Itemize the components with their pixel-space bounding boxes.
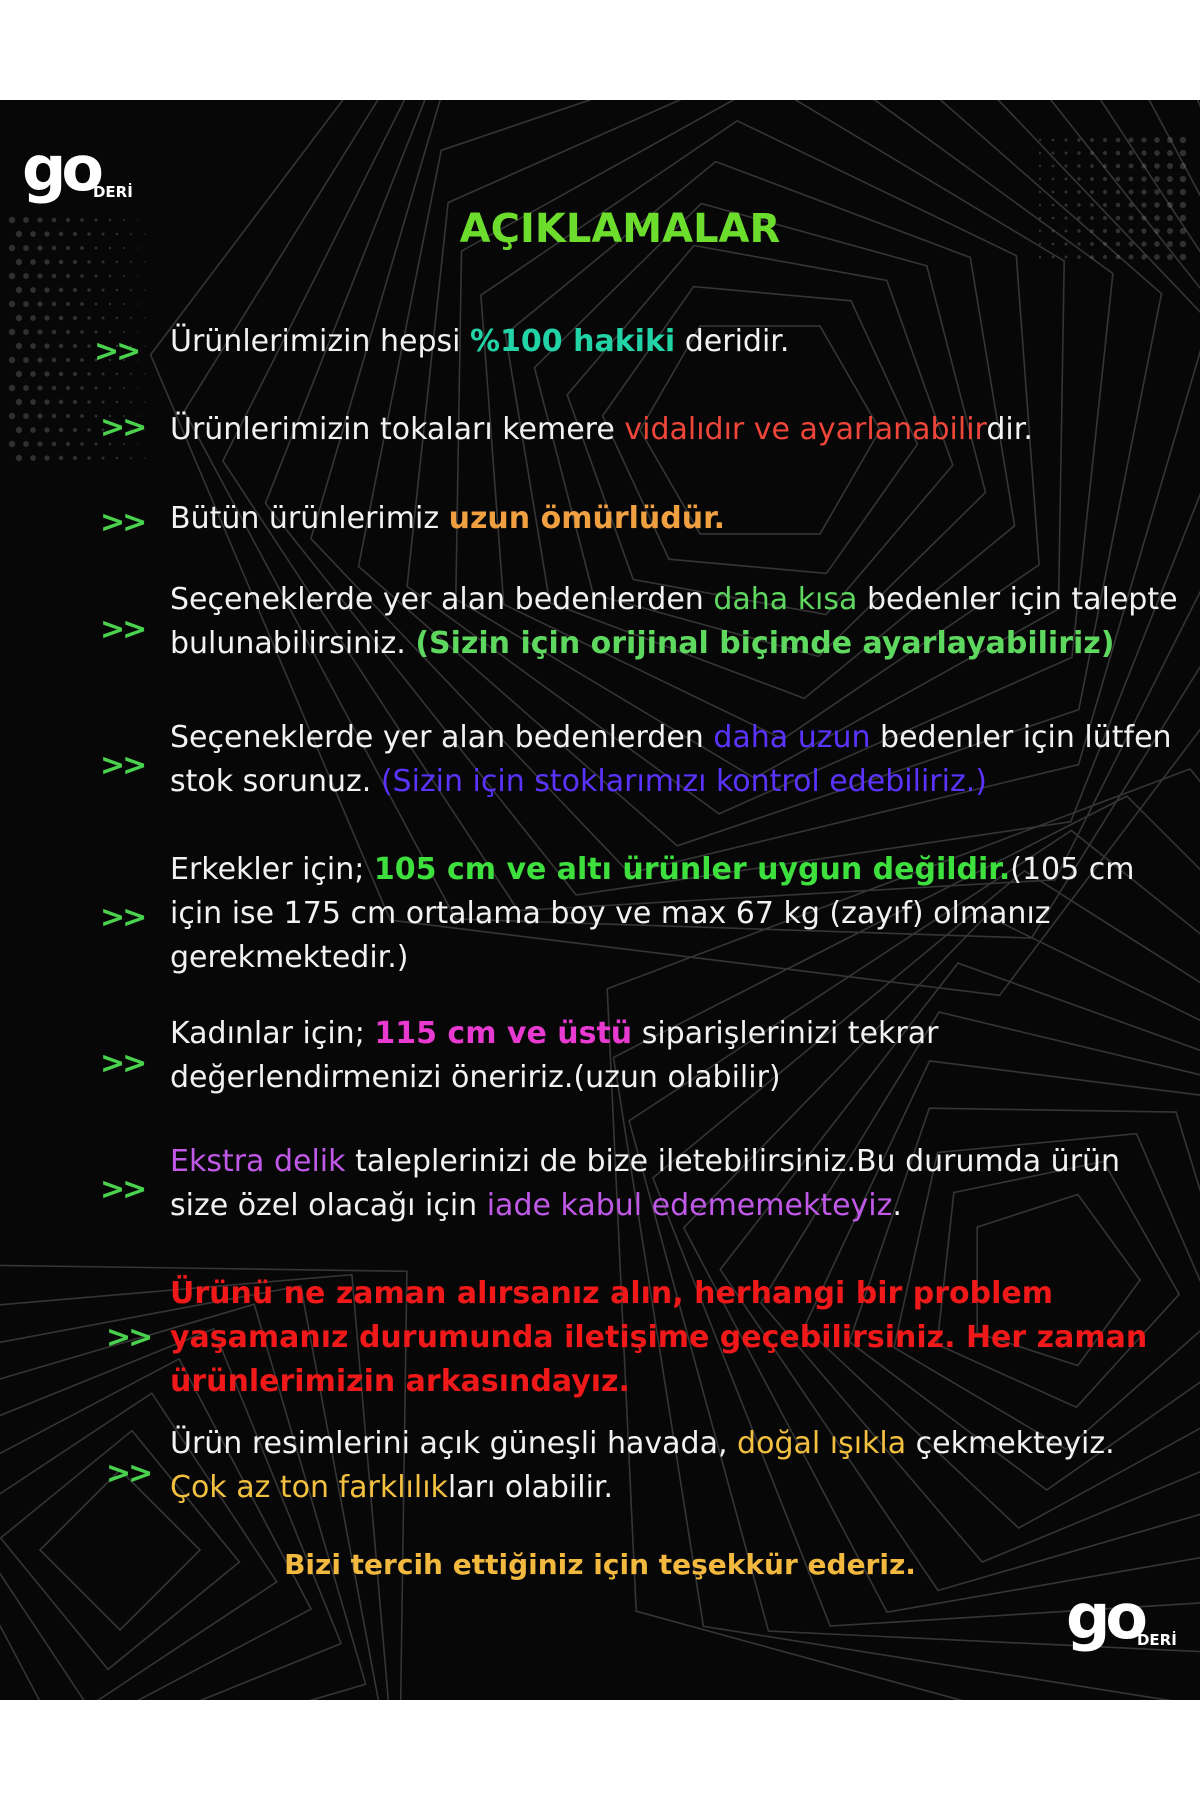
bg-dot [37, 329, 42, 334]
bg-dot [1141, 189, 1146, 194]
bg-dot [52, 442, 57, 447]
bg-dot [66, 358, 70, 362]
double-chevron-icon: >> [100, 1172, 145, 1207]
page-title: AÇIKLAMALAR [459, 206, 781, 252]
bg-dot [130, 401, 132, 403]
bg-dot [1077, 190, 1080, 193]
bg-dot [73, 372, 77, 376]
bg-dot [144, 317, 145, 318]
double-chevron-icon: >> [100, 1046, 145, 1081]
bg-dot [37, 441, 42, 446]
bg-dot [101, 400, 104, 403]
text-segment: Ürünlerimizin tokaları kemere [170, 412, 625, 447]
item-text [170, 1272, 1180, 1404]
bg-dot [1064, 151, 1067, 154]
bg-dot [66, 330, 70, 334]
bg-dot [144, 345, 145, 346]
item-text [170, 716, 1180, 804]
bg-dot [1154, 150, 1160, 156]
bg-dot [1180, 176, 1186, 182]
bg-dot [1154, 137, 1160, 143]
bg-dot [44, 455, 49, 460]
text-segment: Ekstra delik [170, 1144, 346, 1179]
bg-dot [9, 273, 15, 279]
bg-dot [30, 315, 36, 321]
bg-dot [1141, 176, 1146, 181]
bg-dot [1064, 164, 1067, 167]
text-segment: Seçeneklerde yer alan bedenlerden [170, 582, 714, 617]
bg-dot [137, 387, 138, 388]
bg-dot [73, 400, 77, 404]
text-segment: çekmekteyiz. [906, 1426, 1115, 1461]
bg-dot [30, 343, 36, 349]
bg-dot [1052, 256, 1055, 259]
bg-dot [94, 302, 97, 305]
bg-dot [1090, 138, 1094, 142]
text-segment: daha uzun [713, 720, 871, 755]
bg-dot [23, 441, 29, 447]
bg-dot [1103, 177, 1107, 181]
text-segment: 105 cm ve altı ürünler uygun değildir. [373, 852, 1011, 887]
bg-dot [1064, 177, 1067, 180]
bg-dot [1154, 176, 1160, 182]
bg-dot [1141, 163, 1146, 168]
bg-dot [1052, 139, 1055, 142]
bg-dot [30, 259, 36, 265]
bg-dot [123, 303, 125, 305]
bg-dot [1039, 165, 1041, 167]
text-segment: Ürünü ne zaman alırsanız alın, herhangi bir problem yaşamanız durumunda iletişime geçebilirsiniz. Her zaman ürünlerimizin arkasındayız. [170, 1276, 1148, 1399]
thank-you-message: Bizi tercih ettiğiniz için teşekkür ederiz. [284, 1548, 916, 1581]
bg-dot [44, 287, 49, 292]
bg-dot [144, 401, 145, 402]
brand-logo-bottom [1066, 1580, 1177, 1653]
bg-dot [87, 288, 91, 292]
text-segment: vidalıdır ve ayarlanabilir [624, 412, 987, 447]
logo-text: go [22, 132, 99, 205]
bg-dot [101, 456, 104, 459]
text-segment: (Sizin için orijinal biçimde ayarlayabiliriz) [415, 626, 1115, 661]
bg-dot [116, 317, 118, 319]
bg-dot [130, 373, 132, 375]
bg-dot [116, 261, 118, 263]
text-segment: uzun ömürlüdür. [448, 501, 725, 536]
bg-dot [1129, 177, 1134, 182]
bg-dot [73, 428, 77, 432]
bg-dot [87, 344, 91, 348]
bg-dot [73, 260, 77, 264]
logo-text: go [1066, 1580, 1143, 1653]
bg-dot [94, 386, 97, 389]
logo-sub: DERİ [1136, 1631, 1177, 1649]
text-segment: %100 hakiki [470, 324, 676, 359]
bg-dot [1129, 255, 1134, 260]
bg-dot [1141, 254, 1146, 259]
bg-dot [101, 260, 104, 263]
bg-dot [1103, 138, 1107, 142]
bg-dot [9, 441, 15, 447]
bg-dot [66, 302, 70, 306]
bg-dot [1077, 151, 1080, 154]
bg-dot [30, 399, 36, 405]
bg-dot [144, 373, 145, 374]
bg-dot [137, 275, 138, 276]
bg-dot [80, 274, 84, 278]
bg-dot [144, 289, 145, 290]
bg-dot [73, 316, 77, 320]
text-segment: . [892, 1188, 902, 1223]
bg-dot [52, 358, 57, 363]
bg-dot [16, 287, 22, 293]
text-segment: Ürün resimlerini açık güneşli havada, [170, 1426, 738, 1461]
bg-dot [87, 372, 91, 376]
item-text [170, 578, 1180, 666]
bg-dot [1116, 164, 1121, 169]
bg-dot [1090, 164, 1094, 168]
bg-dot [1116, 151, 1121, 156]
bg-dot [1116, 177, 1121, 182]
bg-dot [144, 429, 145, 430]
bg-dot [16, 399, 22, 405]
text-segment: bedenler için talepte bulunabilirsiniz. [170, 582, 1178, 661]
bg-dot [59, 344, 64, 349]
bg-dot [30, 287, 36, 293]
bg-dot [1116, 190, 1121, 195]
bg-dot [23, 357, 29, 363]
bg-dot [1167, 254, 1173, 260]
bg-dot [1167, 189, 1173, 195]
bg-dot [1154, 254, 1160, 260]
bg-dot [9, 301, 15, 307]
bg-dot [94, 414, 97, 417]
text-segment: (Sizin için stoklarımızı kontrol edebiliriz.) [380, 764, 987, 799]
bg-dot [80, 442, 84, 446]
bg-dot [30, 427, 36, 433]
bg-dot [80, 386, 84, 390]
bg-dot [23, 301, 29, 307]
bg-dot [80, 358, 84, 362]
bg-dot [1052, 178, 1055, 181]
bg-dot [23, 329, 29, 335]
bg-dot [1103, 164, 1107, 168]
bg-dot [1039, 191, 1041, 193]
bg-dot [59, 372, 64, 377]
bg-dot [1180, 254, 1186, 260]
double-chevron-icon: >> [100, 900, 145, 935]
text-segment: bedenler için lütfen stok sorunuz. [170, 720, 1172, 799]
bg-dot [37, 385, 42, 390]
item-text [170, 1012, 1180, 1100]
bg-dot [1116, 255, 1121, 260]
bg-dot [109, 275, 111, 277]
bg-dot [66, 414, 70, 418]
bg-dot [109, 303, 111, 305]
bg-dot [1129, 190, 1134, 195]
bg-dot [59, 316, 64, 321]
bg-dot [1052, 191, 1055, 194]
bg-dot [80, 330, 84, 334]
bg-dot [59, 260, 64, 265]
bg-dot [101, 372, 104, 375]
bg-dot [87, 456, 91, 460]
bg-dot [144, 261, 145, 262]
item-text [170, 848, 1180, 980]
bg-dot [9, 357, 15, 363]
bg-dot [116, 457, 118, 459]
bg-dot [116, 289, 118, 291]
text-segment: Çok az ton farklılık [170, 1470, 448, 1505]
bg-dot [1077, 255, 1080, 258]
bg-dot [1129, 138, 1134, 143]
double-chevron-icon: >> [94, 334, 139, 369]
bg-dot [16, 455, 22, 461]
bg-dot [16, 371, 22, 377]
bg-dot [44, 343, 49, 348]
bg-dot [52, 414, 57, 419]
brand-logo-top [22, 132, 133, 205]
bg-dot [1154, 189, 1160, 195]
bg-dot [37, 273, 42, 278]
bg-dot [16, 427, 22, 433]
bg-dot [1116, 138, 1121, 143]
bg-dot [73, 288, 77, 292]
bg-dot [94, 274, 97, 277]
bg-dot [1141, 150, 1146, 155]
bg-dot [130, 317, 132, 319]
bg-dot [44, 371, 49, 376]
bg-dot [137, 331, 138, 332]
text-segment: Bütün ürünlerimiz [170, 501, 449, 536]
text-segment: Ürünlerimizin hepsi [170, 324, 470, 359]
double-chevron-icon: >> [100, 410, 145, 445]
bg-dot [87, 260, 91, 264]
bg-dot [1077, 138, 1080, 141]
bg-dot [52, 386, 57, 391]
double-chevron-icon: >> [100, 748, 145, 783]
bg-dot [1077, 164, 1080, 167]
bg-dot [37, 301, 42, 306]
double-chevron-icon: >> [100, 612, 145, 647]
bg-dot [101, 288, 104, 291]
text-segment: dir. [986, 412, 1033, 447]
content-panel [0, 100, 1200, 1700]
bg-dot [52, 274, 57, 279]
bg-dot [73, 344, 77, 348]
item-text [170, 497, 1180, 541]
bg-dot [23, 385, 29, 391]
bg-dot [1090, 151, 1094, 155]
bg-dot [1064, 138, 1067, 141]
bg-shape [0, 1359, 311, 1700]
bg-dot [1180, 163, 1186, 169]
bg-dot [66, 442, 70, 446]
bg-dot [59, 400, 64, 405]
bg-dot [59, 456, 64, 461]
bg-dot [44, 259, 49, 264]
bg-dot [44, 315, 49, 320]
bg-dot [80, 414, 84, 418]
bg-dot [1167, 150, 1173, 156]
bg-dot [123, 387, 125, 389]
bg-dot [1052, 165, 1055, 168]
bg-dot [109, 387, 111, 389]
item-text [170, 1422, 1180, 1510]
bg-dot [87, 428, 91, 432]
bg-dot [1039, 256, 1041, 258]
double-chevron-icon: >> [100, 505, 145, 540]
bg-dot [1167, 137, 1173, 143]
bg-dot [1129, 151, 1134, 156]
bg-dot [130, 457, 132, 459]
item-text [170, 1140, 1180, 1228]
bg-dot [1180, 137, 1186, 143]
bg-dot [30, 455, 36, 461]
bg-dot [1077, 177, 1080, 180]
bg-dot [37, 357, 42, 362]
bg-dot [1167, 163, 1173, 169]
bg-dot [9, 385, 15, 391]
text-segment: siparişlerinizi tekrar değerlendirmenizi öneririz.(uzun olabilir) [170, 1016, 939, 1095]
bg-dot [1052, 152, 1055, 155]
text-segment: 115 cm ve üstü [374, 1016, 633, 1051]
bg-dot [23, 413, 29, 419]
bg-dot [59, 428, 64, 433]
bg-dot [9, 329, 15, 335]
text-segment: doğal ışıkla [737, 1426, 907, 1461]
text-segment: daha kısa [713, 582, 858, 617]
bg-dot [59, 288, 64, 293]
bg-dot [1064, 255, 1067, 258]
text-segment: ları olabilir. [447, 1470, 614, 1505]
bg-dot [16, 315, 22, 321]
text-segment: Kadınlar için; [170, 1016, 375, 1051]
bg-dot [52, 330, 57, 335]
bg-dot [1180, 189, 1186, 195]
bg-dot [101, 316, 104, 319]
bg-dot [80, 302, 84, 306]
bg-dot [1090, 255, 1094, 259]
bg-dot [44, 399, 49, 404]
bg-dot [44, 427, 49, 432]
bg-dot [87, 400, 91, 404]
bg-dot [123, 275, 125, 277]
bg-dot [9, 413, 15, 419]
bg-dot [16, 343, 22, 349]
bg-dot [66, 274, 70, 278]
text-segment: taleplerinizi de bize iletebilirsiniz.Bu durumda ürün size özel olacağı için [170, 1144, 1121, 1223]
text-segment: Seçeneklerde yer alan bedenlerden [170, 720, 714, 755]
bg-dot [94, 442, 97, 445]
bg-dot [1180, 150, 1186, 156]
text-segment: iade kabul edememekteyiz [486, 1188, 893, 1223]
bg-dot [73, 456, 77, 460]
bg-dot [1064, 190, 1067, 193]
double-chevron-icon: >> [106, 1320, 151, 1355]
bg-dot [1167, 176, 1173, 182]
bg-dot [1141, 137, 1146, 142]
bg-dot [1103, 190, 1107, 194]
bg-dot [130, 261, 132, 263]
text-segment: Erkekler için; [170, 852, 374, 887]
bg-dot [109, 331, 111, 333]
bg-dot [1129, 164, 1134, 169]
bg-dot [1090, 190, 1094, 194]
bg-dot [66, 386, 70, 390]
bg-dot [144, 457, 145, 458]
text-segment: (105 cm için ise 175 cm ortalama boy ve max 67 kg (zayıf) olmanız gerekmektedir.) [170, 852, 1135, 975]
bg-dot [1039, 152, 1041, 154]
text-segment: deridir. [675, 324, 790, 359]
bg-dot [130, 289, 132, 291]
bg-dot [116, 373, 118, 375]
logo-sub: DERİ [92, 183, 133, 201]
bg-dot [1154, 163, 1160, 169]
bg-dot [1103, 255, 1107, 259]
bg-dot [1103, 151, 1107, 155]
bg-dot [30, 371, 36, 377]
bg-dot [137, 303, 138, 304]
item-text [170, 408, 1180, 452]
bg-dot [23, 273, 29, 279]
item-text [170, 320, 1180, 364]
bg-dot [1039, 139, 1041, 141]
bg-dot [52, 302, 57, 307]
bg-dot [1039, 178, 1041, 180]
bg-dot [16, 259, 22, 265]
bg-dot [1090, 177, 1094, 181]
bg-dot [116, 401, 118, 403]
bg-dot [37, 413, 42, 418]
double-chevron-icon: >> [106, 1456, 151, 1491]
bg-dot [87, 316, 91, 320]
bg-dot [123, 331, 125, 333]
